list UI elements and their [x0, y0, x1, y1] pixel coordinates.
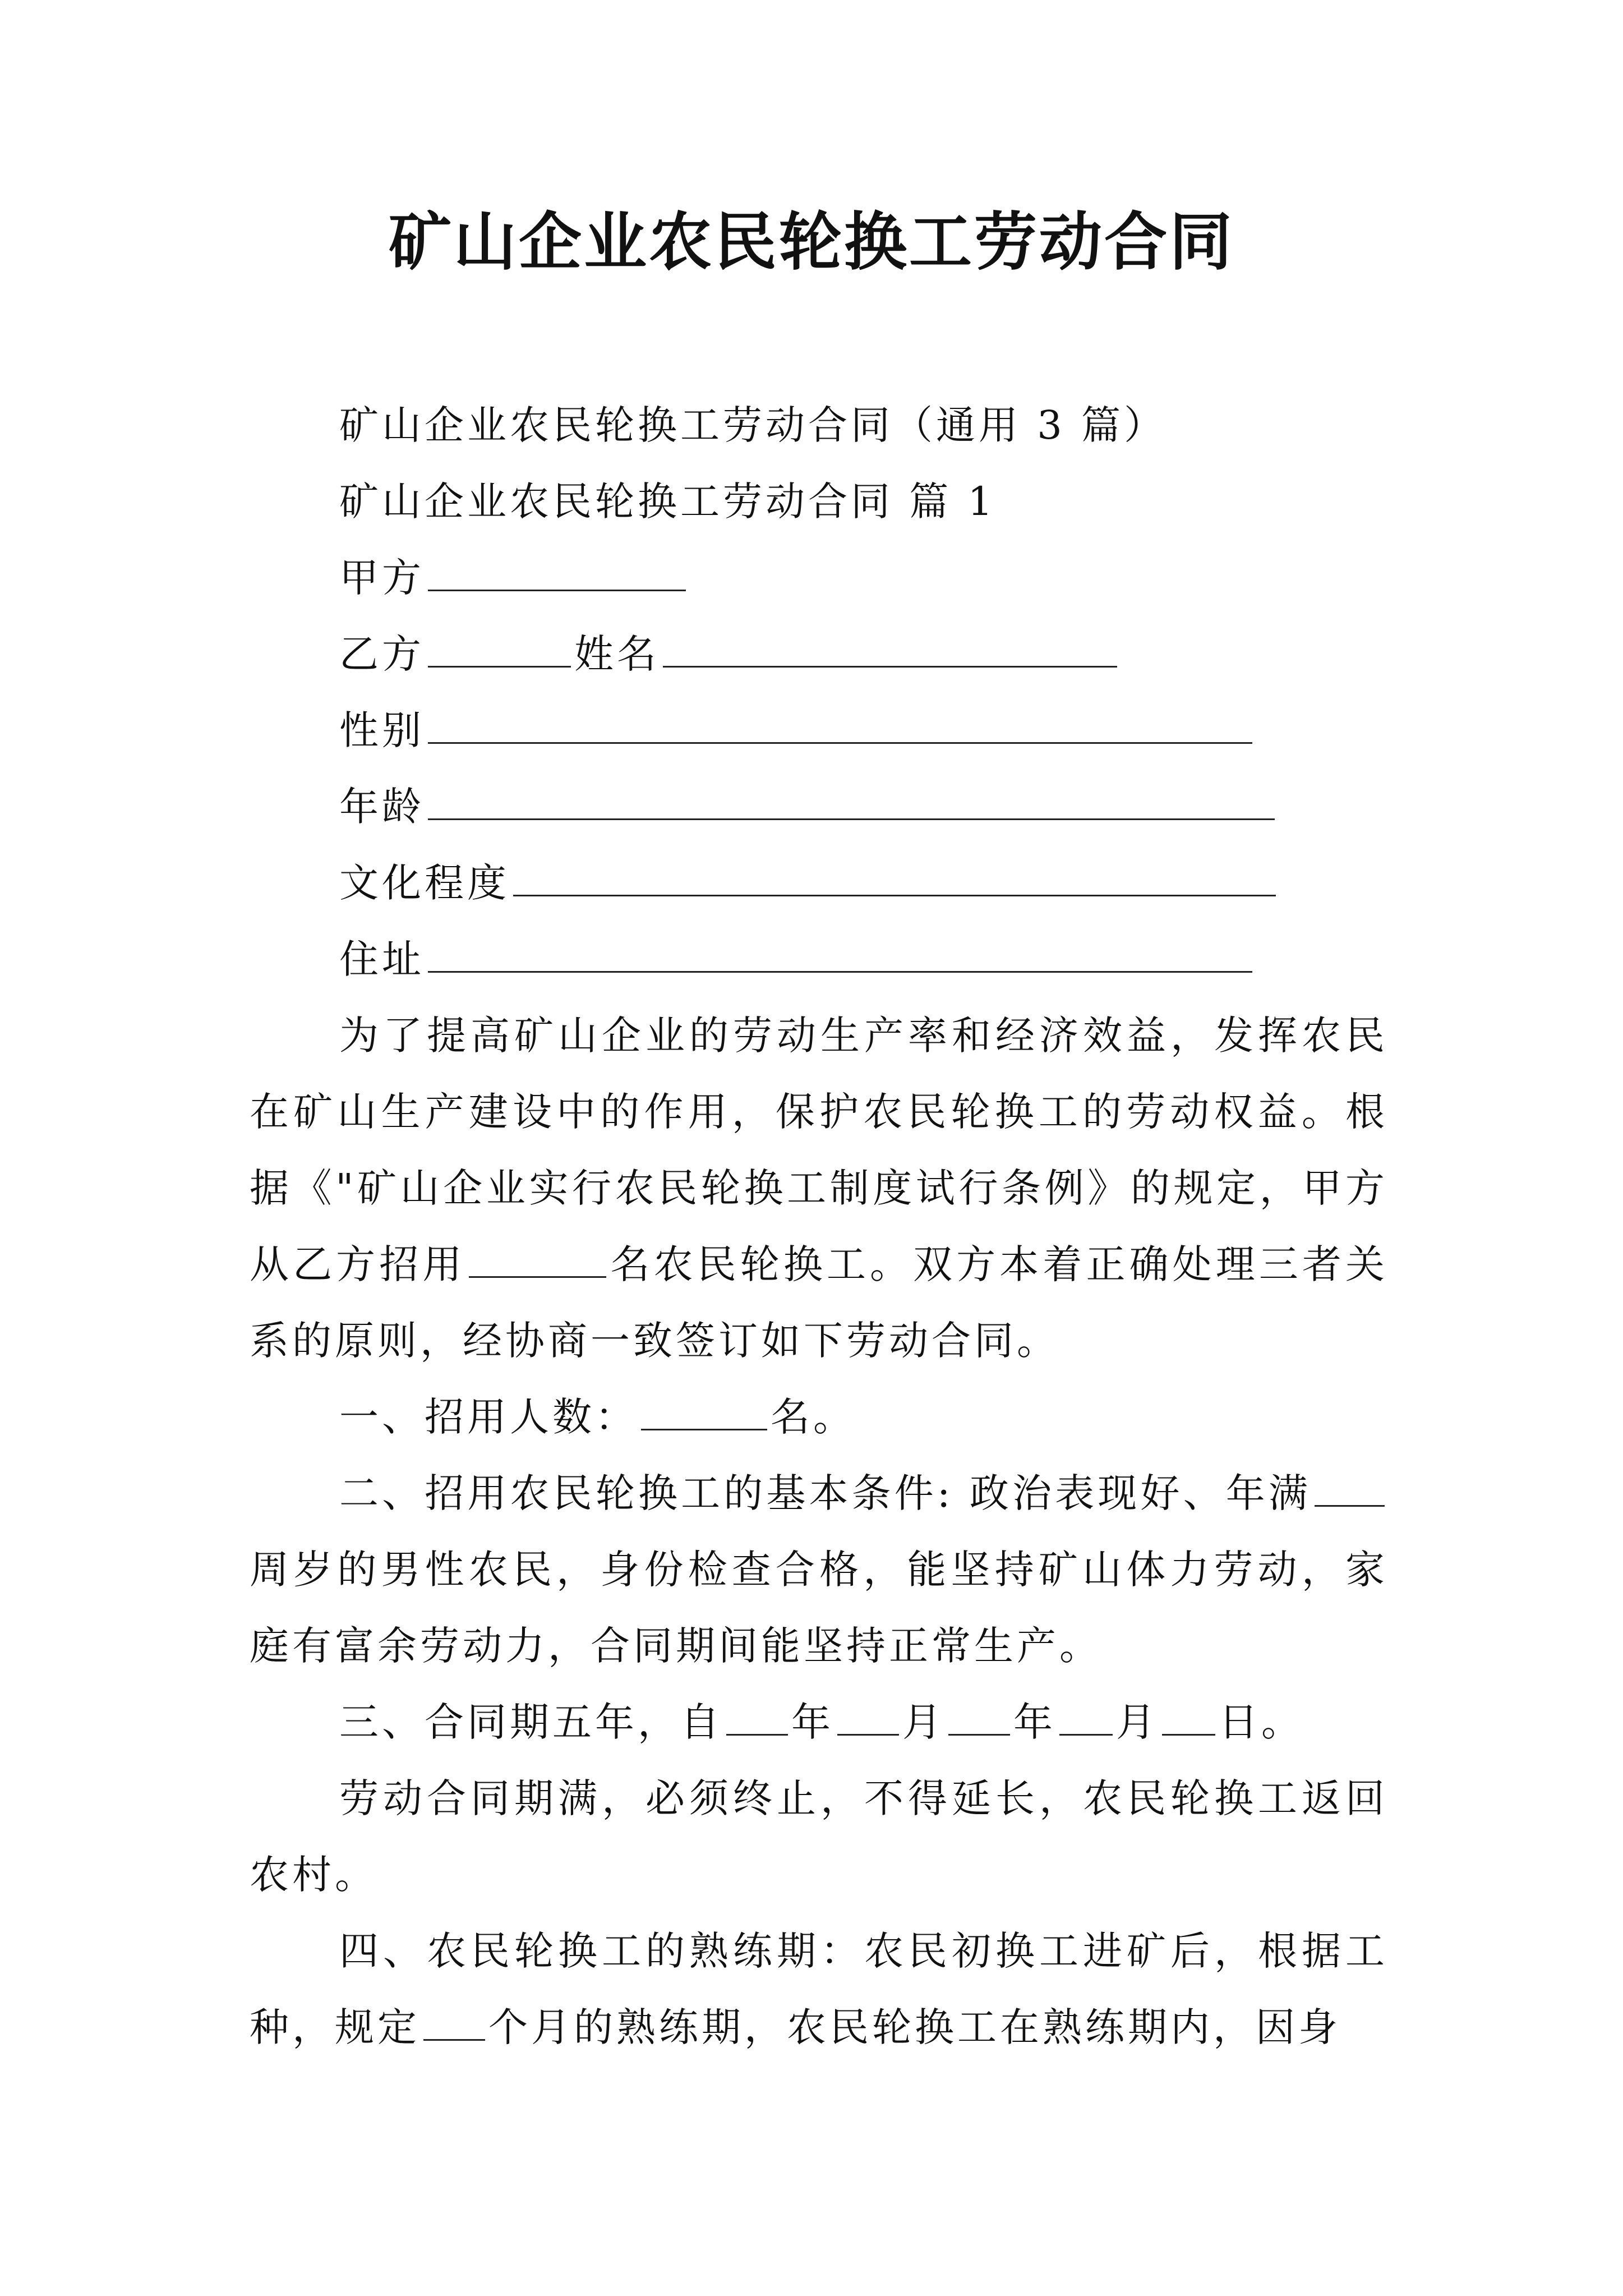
address-row	[250, 921, 1388, 997]
intro-text-2: 名农民轮换工。双方本着正确处理三者关系的原则，经协商一致签订如下劳动合同。	[250, 1241, 1389, 1364]
start-month-label: 月	[902, 1699, 945, 1745]
section-heading: 矿山企业农民轮换工劳动合同 篇 1	[339, 478, 997, 524]
clause-4	[250, 1913, 1388, 2065]
start-year-label: 年	[791, 1699, 834, 1745]
name-blank	[663, 665, 1117, 668]
party-a-label: 甲方	[339, 555, 425, 601]
training-months-blank	[423, 2039, 485, 2041]
gender-blank	[428, 742, 1252, 744]
party-b-blank	[428, 665, 571, 668]
clause-3	[250, 1684, 1388, 1760]
end-day-blank	[1162, 1733, 1215, 1736]
start-year-blank	[726, 1733, 788, 1736]
address-blank	[428, 970, 1252, 973]
intro-paragraph	[250, 997, 1388, 1379]
end-month-blank	[1059, 1733, 1113, 1736]
clause-2-rest: 周岁的男性农民，身份检查合格，能坚持矿山体力劳动，家庭有富余劳动力，合同期间能坚持正常生产。	[250, 1547, 1388, 1669]
age-label: 年龄	[339, 784, 425, 830]
clause-2-age-blank	[1315, 1504, 1385, 1507]
clause-4-text: 四、农民轮换工的熟练期：农民初换工进矿后，根据工种，规定	[250, 1928, 1388, 2050]
end-year-label: 年	[1013, 1699, 1056, 1745]
end-year-blank	[948, 1733, 1010, 1736]
clause-2	[250, 1455, 1388, 1684]
end-month-label: 月	[1116, 1699, 1159, 1745]
gender-row	[250, 692, 1388, 769]
start-month-blank	[837, 1733, 899, 1736]
recruit-count-blank	[469, 1276, 606, 1278]
clause-2-text: 二、招用农民轮换工的基本条件: 政治表现好、年满	[339, 1470, 1311, 1516]
age-blank	[428, 818, 1275, 820]
intro-text-1: 为了提高矿山企业的劳动生产率和经济效益，发挥农民在矿山生产建设中的作用，保护农民轮换工的劳动权益。根据《"矿山企业实行农民轮换工制度试行条例》的规定，甲方从乙方招用	[250, 1013, 1388, 1287]
clause-3-note: 劳动合同期满，必须终止，不得延长，农民轮换工返回农村。	[250, 1775, 1388, 1898]
clause-3-text: 三、合同期五年，自	[339, 1699, 723, 1745]
document-title: 矿山企业农民轮换工劳动合同	[389, 205, 1234, 279]
clause-1-suffix: 名。	[771, 1394, 856, 1440]
age-row	[250, 769, 1388, 845]
address-label: 住址	[339, 936, 425, 982]
document-subtitle: 矿山企业农民轮换工劳动合同（通用 3 篇）	[339, 402, 1167, 448]
party-b-label: 乙方	[339, 631, 425, 677]
clause-1	[250, 1379, 1388, 1455]
gender-label: 性别	[339, 707, 425, 753]
clause-1-text: 一、招用人数：	[339, 1394, 638, 1440]
party-a-row	[250, 540, 1388, 616]
education-row	[250, 845, 1388, 921]
name-label: 姓名	[574, 631, 660, 677]
clause-4-rest: 个月的熟练期，农民轮换工在熟练期内，因身	[488, 2004, 1341, 2050]
education-label: 文化程度	[339, 860, 510, 906]
document-body	[250, 387, 1388, 2065]
party-a-blank	[428, 589, 686, 591]
end-day-label: 日。	[1219, 1699, 1304, 1745]
clause-1-blank	[641, 1428, 767, 1430]
education-blank	[513, 894, 1276, 896]
party-b-row	[250, 616, 1388, 692]
